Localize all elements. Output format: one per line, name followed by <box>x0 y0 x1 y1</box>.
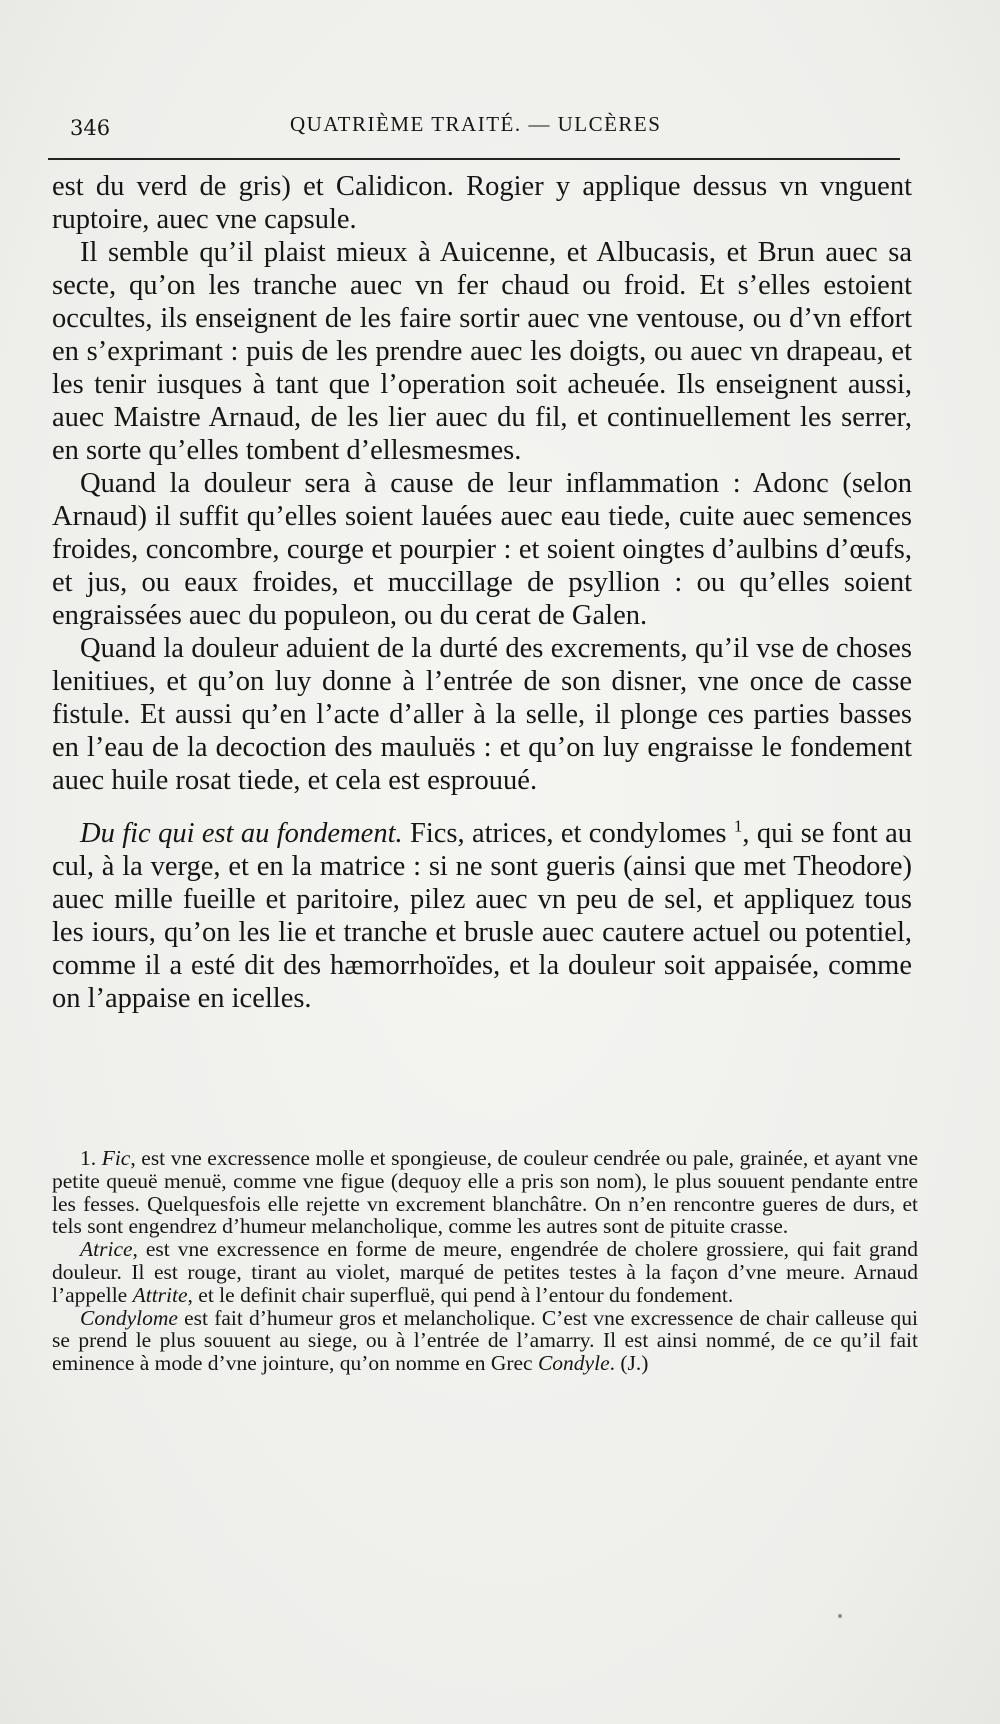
footnote-term-attrite: Attrite <box>132 1282 188 1307</box>
footnote-fic-text: , est vne excressence molle et spongieuse, de couleur cendrée ou pale, grainée, et ayant vne petite queuë menuë, comme vne figue (dequoy elle a pris son nom), le plus souuent pendante entre les fesses. Quelquesfois elle rejette vn excrement blanchâtre. On n’en rencontre gueres de durs, et tels sont engendrez d’humeur melancholique, comme les autres sont de pituite crasse. <box>52 1146 918 1239</box>
footnote-number: 1. <box>80 1146 102 1170</box>
paragraph-continuation: est du verd de gris) et Calidicon. Rogier y applique dessus vn vnguent ruptoire, auec vne capsule. <box>52 171 912 235</box>
running-head: QUATRIÈME TRAITÉ. — ULCÈRES <box>290 112 662 136</box>
footnote-condylome-text-a: est fait d’humeur gros et melancholique. C’est vne excressence de chair calleuse qui se prend le plus souuent au siege, ou à l’entrée de l’amarry. Il est ainsi nommé, de ce qu’il fait eminence à mode d’vne jointure, qu’on nomme en Grec <box>52 1305 918 1376</box>
footnote-condylome <box>52 1307 918 1375</box>
fic-text-end: , qui se font au cul, à la verge, et en la matrice : si ne sont gueris (ainsi que met Theodore) auec mille fueille et paritoire, pilez auec vn peu de sel, et appliquez tous les iours, qu’on les lie et tranche et brusle auec cautere actuel ou potentiel, comme il a esté dit des hæmorrhoïdes, et la douleur soit appaisée, comme on l’appaise en icelles. <box>52 818 912 1014</box>
footnotes <box>52 1147 918 1375</box>
footnote-reference: 1 <box>733 816 743 836</box>
footnote-term-atrice: Atrice <box>80 1237 133 1262</box>
page-number: 346 <box>70 116 111 140</box>
footnote-atrice <box>52 1238 918 1306</box>
paper-speck <box>838 1614 842 1618</box>
footnote-fic <box>52 1147 918 1238</box>
paragraph-fic <box>52 817 912 1015</box>
footnote-atrice-text-a: , est vne excressence en forme de meure, engendrée de cholere grossiere, qui fait grand douleur. Il est rouge, tirant au violet, marqué de petites testes à la façon d’vne meure. Arnaud l’appelle <box>52 1237 918 1307</box>
footnote-atrice-text-b: , et le definit chair superfluë, qui pend à l’entour du fondement. <box>187 1282 734 1307</box>
paragraph-inflammation: Quand la douleur sera à cause de leur inflammation : Adonc (selon Arnaud) il suffit qu’elles soient lauées auec eau tiede, cuite auec semences froides, concombre, courge et pourpier : et soient oingtes d’aulbins d’œufs, et jus, ou eaux froides, et muccillage de psyllion : ou qu’elles soient engraissées auec du populeon, ou du cerat de Galen. <box>52 468 912 631</box>
footnote-term-condyle: Condyle <box>537 1351 610 1376</box>
footnote-term-fic: Fic <box>101 1146 131 1170</box>
section-title: Du fic qui est au fondement. <box>80 818 403 849</box>
footnote-condylome-text-b: . (J.) <box>609 1351 649 1376</box>
paragraph-excision: Il semble qu’il plaist mieux à Auicenne, et Albucasis, et Brun auec sa secte, qu’on les tranche auec vn fer chaud ou froid. Et s’elles estoient occultes, ils enseignent de les faire sortir auec vne ventouse, ou d’vn effort en s’exprimant : puis de les prendre auec les doigts, ou auec vn drapeau, et les tenir iusques à tant que l’operation soit acheuée. Ils enseignent aussi, auec Maistre Arnaud, de les lier auec du fil, et continuellement les serrer, en sorte qu’elles tombent d’ellesmesmes. <box>52 237 912 466</box>
paragraph-hard-stool: Quand la douleur aduient de la durté des excrements, qu’il vse de choses lenitiues, et qu’on luy donne à l’entrée de son disner, vne once de casse fistule. Et aussi qu’en l’acte d’aller à la selle, il plonge ces parties basses en l’eau de la decoction des mauluës : et qu’on luy engraisse le fondement auec huile rosat tiede, et cela est esprouué. <box>52 633 912 796</box>
header-rule <box>48 158 900 160</box>
main-text <box>52 170 912 1015</box>
fic-text-start: Fics, atrices, et condylomes <box>402 818 734 849</box>
footnote-term-condylome: Condylome <box>80 1305 178 1330</box>
page-header <box>62 108 900 144</box>
